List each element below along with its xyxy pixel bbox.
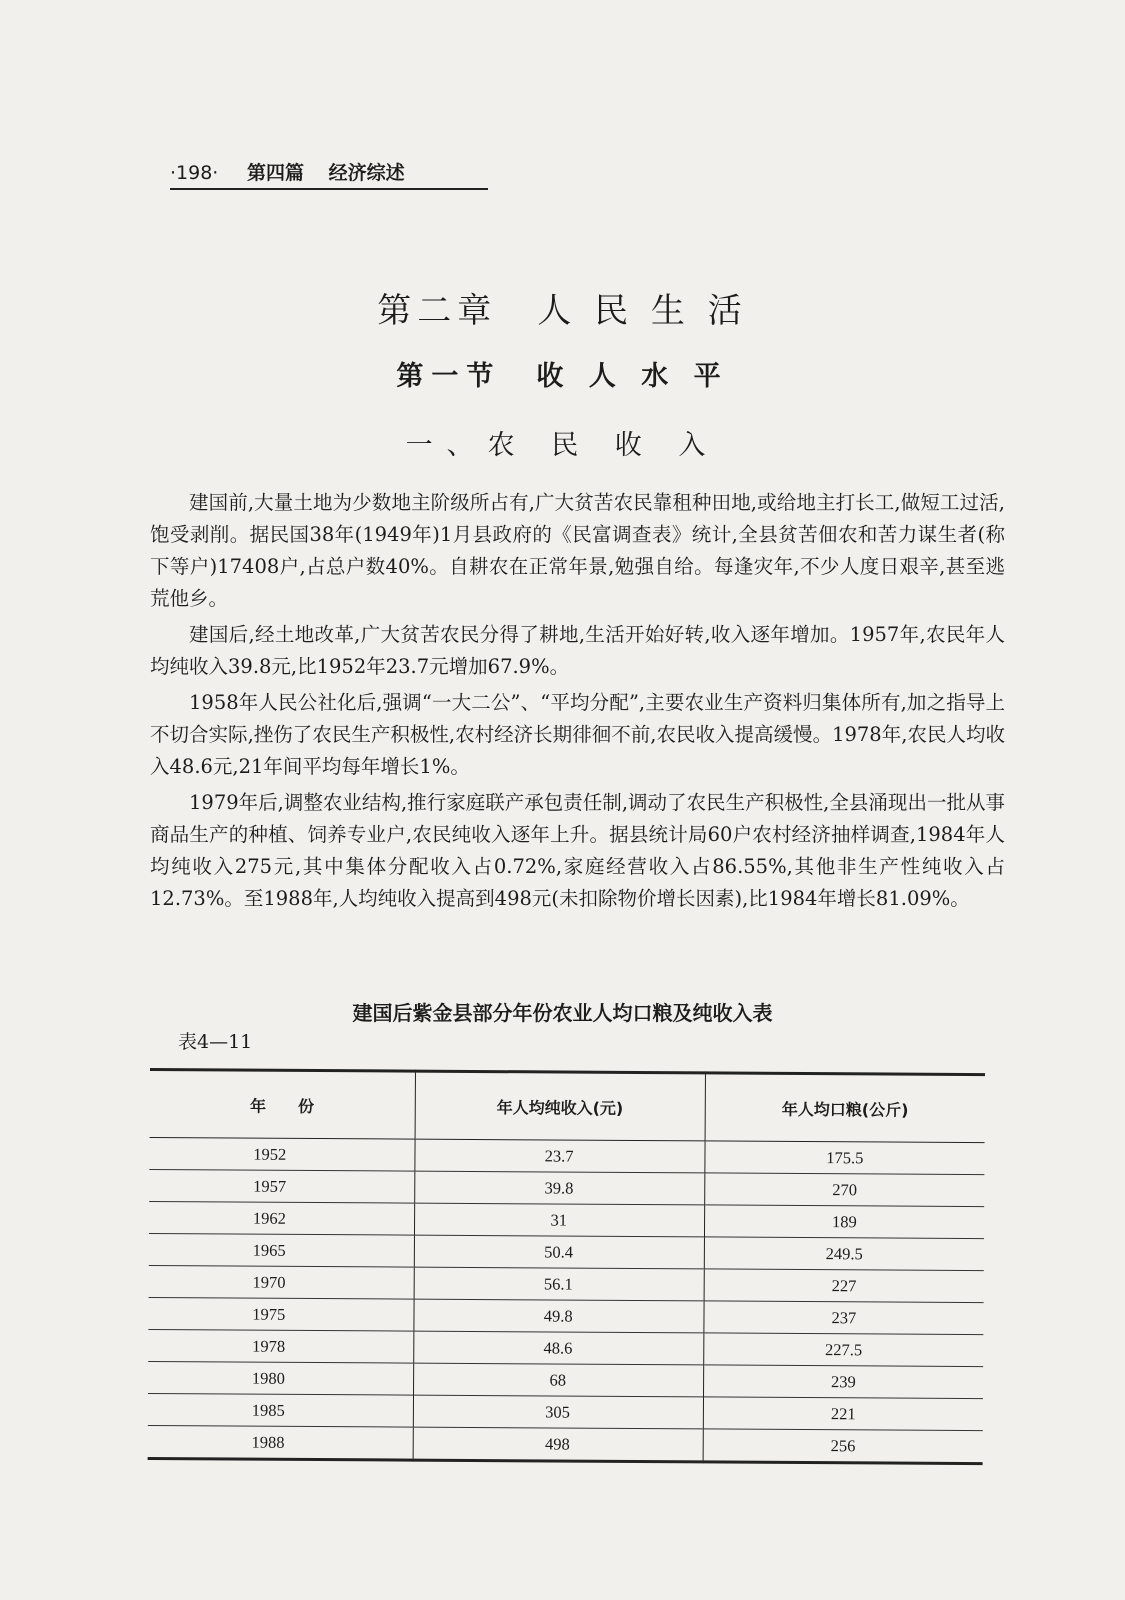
cell-grain: 227 (704, 1269, 984, 1303)
cell-grain: 227.5 (703, 1333, 983, 1367)
body-text (150, 487, 1005, 919)
table-number: 表4—11 (178, 1031, 253, 1053)
cell-year: 1970 (149, 1265, 414, 1299)
cell-income: 68 (413, 1363, 703, 1397)
part-title: 经济综述 (328, 162, 405, 184)
paragraph: 1958年人民公社化后,强调“一大二公”、“平均分配”,主要农业生产资料归集体所有,加之指导上不切合实际,挫伤了农民生产积极性,农村经济长期徘徊不前,农民收入提高缓慢。1978年,农民人均收入48.6元,21年间平均每年增长1%。 (150, 691, 1005, 778)
cell-grain: 237 (704, 1301, 984, 1335)
header-income: 年人均纯收入(元) (415, 1071, 705, 1141)
cell-income: 305 (413, 1395, 703, 1429)
cell-year: 1952 (253, 1144, 287, 1164)
part-label: 第四篇 (246, 162, 304, 184)
header-year: 年 份 (150, 1070, 416, 1140)
cell-year: 1965 (149, 1233, 414, 1267)
cell-year: 1975 (148, 1297, 413, 1331)
cell-income: 498 (413, 1427, 703, 1462)
table-row (148, 1361, 983, 1398)
data-table (148, 1068, 985, 1465)
paragraph: 建国后,经土地改革,广大贫苦农民分得了耕地,生活开始好转,收入逐年增加。1957年,农民年人均纯收入39.8元,比1952年23.7元增加67.9%。 (150, 623, 1005, 678)
section-title: 第一节 收 人 水 平 (396, 361, 729, 392)
cell-income: 23.7 (415, 1139, 705, 1173)
cell-year: 1957 (149, 1169, 414, 1203)
table-row (148, 1425, 983, 1463)
chapter-title: 第二章 人 民 生 活 (377, 291, 748, 331)
paragraph: 建国前,大量土地为少数地主阶级所占有,广大贫苦农民靠租种田地,或给地主打长工,做短工过活,饱受剥削。据民国38年(1949年)1月县政府的《民富调查表》统计,全县贫苦佃农和苦力谋生者(称下等户)17408户,占总户数40%。自耕农在正常年景,勉强自给。每逢灾年,不少人度日艰辛,甚至逃荒他乡。 (150, 491, 1005, 610)
cell-grain: 175.5 (705, 1141, 985, 1175)
paragraph: 1979年后,调整农业结构,推行家庭联产承包责任制,调动了农民生产积极性,全县涌现出一批从事商品生产的种植、饲养专业户,农民纯收入逐年上升。据县统计局60户农村经济抽样调查,1984年人均纯收入275元,其中集体分配收入占0.72%,家庭经营收入占86.55%,其他非生产性纯收入占12.73%。至1988年,人均纯收入提高到498元(未扣除物价增长因素),比1984年增长81.09%。 (150, 791, 1005, 910)
cell-year: 1988 (148, 1425, 413, 1460)
header-grain: 年人均口粮(公斤) (705, 1073, 985, 1143)
cell-grain: 249.5 (704, 1237, 984, 1271)
cell-year: 1962 (149, 1201, 414, 1235)
table-row (149, 1265, 984, 1302)
cell-income: 48.6 (413, 1331, 703, 1365)
table-row (149, 1169, 984, 1206)
page-number: ·198· (170, 162, 219, 184)
cell-grain: 239 (703, 1365, 983, 1399)
cell-grain: 221 (703, 1397, 983, 1431)
table-row (149, 1137, 984, 1174)
cell-grain: 270 (704, 1173, 984, 1207)
cell-income: 50.4 (414, 1235, 704, 1269)
cell-grain: 189 (704, 1205, 984, 1239)
table-row (149, 1233, 984, 1270)
cell-income: 39.8 (414, 1171, 704, 1205)
table-title: 建国后紫金县部分年份农业人均口粮及纯收入表 (352, 1001, 773, 1025)
cell-year: 1985 (148, 1393, 413, 1427)
table-row (148, 1393, 983, 1430)
cell-year: 1980 (148, 1361, 413, 1395)
table-row (149, 1201, 984, 1238)
running-header (170, 158, 488, 190)
subsection-title: 一、农 民 收 入 (405, 430, 720, 461)
cell-income: 31 (414, 1203, 704, 1237)
table-row (148, 1297, 983, 1334)
cell-income: 49.8 (414, 1299, 704, 1333)
table-row (148, 1329, 983, 1366)
cell-grain: 256 (703, 1429, 983, 1464)
table-header-row (150, 1070, 985, 1143)
cell-year: 1978 (148, 1329, 413, 1363)
cell-income: 56.1 (414, 1267, 704, 1301)
